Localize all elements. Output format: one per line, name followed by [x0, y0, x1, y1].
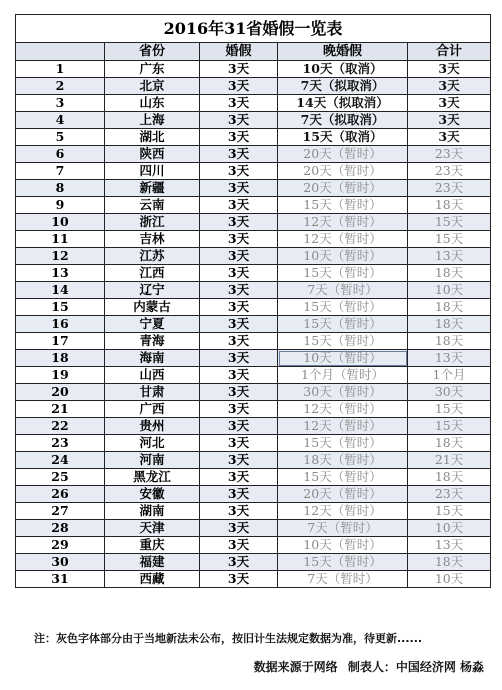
- row-index-cell[interactable]: 25: [16, 469, 105, 486]
- total-cell[interactable]: 10天: [408, 282, 491, 299]
- total-cell[interactable]: 18天: [408, 435, 491, 452]
- province-cell[interactable]: 山东: [105, 95, 200, 112]
- footnote: 注：灰色字体部分由于当地新法未公布，按旧计生法规定数据为准，待更新......: [34, 632, 423, 645]
- province-cell[interactable]: 辽宁: [105, 282, 200, 299]
- total-cell[interactable]: 18天: [408, 265, 491, 282]
- total-cell[interactable]: 13天: [408, 537, 491, 554]
- table-row: [16, 112, 491, 129]
- total-cell[interactable]: 23天: [408, 486, 491, 503]
- marriage-leave-cell[interactable]: 3天: [200, 486, 278, 503]
- marriage-leave-cell[interactable]: 3天: [200, 248, 278, 265]
- total-cell[interactable]: 15天: [408, 401, 491, 418]
- province-cell[interactable]: 河南: [105, 452, 200, 469]
- row-index-cell[interactable]: 10: [16, 214, 105, 231]
- province-cell[interactable]: 江西: [105, 265, 200, 282]
- late-marriage-leave-cell[interactable]: 15天（暂时）: [278, 333, 408, 350]
- marriage-leave-cell[interactable]: 3天: [200, 146, 278, 163]
- table-title[interactable]: 2016年31省婚假一览表: [16, 15, 491, 43]
- province-cell[interactable]: 西藏: [105, 571, 200, 588]
- total-cell[interactable]: 30天: [408, 384, 491, 401]
- province-cell[interactable]: 云南: [105, 197, 200, 214]
- row-index-cell[interactable]: 31: [16, 571, 105, 588]
- marriage-leave-cell[interactable]: 3天: [200, 78, 278, 95]
- marriage-leave-cell[interactable]: 3天: [200, 520, 278, 537]
- late-marriage-leave-cell[interactable]: 7天（暂时）: [278, 571, 408, 588]
- row-index-cell[interactable]: 16: [16, 316, 105, 333]
- table-body: [16, 61, 491, 588]
- row-index-cell[interactable]: 23: [16, 435, 105, 452]
- late-marriage-leave-cell[interactable]: 12天（暂时）: [278, 418, 408, 435]
- province-cell[interactable]: 重庆: [105, 537, 200, 554]
- row-index-cell[interactable]: 8: [16, 180, 105, 197]
- table-row: [16, 554, 491, 571]
- province-cell[interactable]: 青海: [105, 333, 200, 350]
- marriage-leave-cell[interactable]: 3天: [200, 231, 278, 248]
- late-marriage-leave-cell[interactable]: 10天（取消）: [278, 61, 408, 78]
- province-cell[interactable]: 甘肃: [105, 384, 200, 401]
- late-marriage-leave-cell[interactable]: 10天（暂时）: [278, 248, 408, 265]
- row-index-cell[interactable]: 20: [16, 384, 105, 401]
- row-index-cell[interactable]: 18: [16, 350, 105, 367]
- table-author: 制表人：中国经济网 杨淼: [347, 660, 484, 674]
- province-cell[interactable]: 广东: [105, 61, 200, 78]
- province-cell[interactable]: 上海: [105, 112, 200, 129]
- marriage-leave-cell[interactable]: 3天: [200, 316, 278, 333]
- table-row: [16, 163, 491, 180]
- province-cell[interactable]: 吉林: [105, 231, 200, 248]
- header-row: [16, 43, 491, 61]
- table-row: [16, 418, 491, 435]
- marriage-leave-cell[interactable]: 3天: [200, 384, 278, 401]
- late-marriage-leave-cell[interactable]: 10天（暂时）: [278, 350, 408, 367]
- table-row: [16, 571, 491, 588]
- marriage-leave-cell[interactable]: 3天: [200, 95, 278, 112]
- total-cell[interactable]: 3天: [408, 95, 491, 112]
- row-index-cell[interactable]: 12: [16, 248, 105, 265]
- marriage-leave-cell[interactable]: 3天: [200, 282, 278, 299]
- row-index-cell[interactable]: 3: [16, 95, 105, 112]
- late-marriage-leave-cell[interactable]: 18天（暂时）: [278, 452, 408, 469]
- table-row: [16, 197, 491, 214]
- marriage-leave-cell[interactable]: 3天: [200, 469, 278, 486]
- table-row: [16, 146, 491, 163]
- table-row: [16, 129, 491, 146]
- marriage-leave-cell[interactable]: 3天: [200, 61, 278, 78]
- marriage-leave-cell[interactable]: 3天: [200, 265, 278, 282]
- province-cell[interactable]: 贵州: [105, 418, 200, 435]
- province-cell[interactable]: 四川: [105, 163, 200, 180]
- total-cell[interactable]: 18天: [408, 316, 491, 333]
- province-cell[interactable]: 湖北: [105, 129, 200, 146]
- late-marriage-leave-cell[interactable]: 12天（暂时）: [278, 231, 408, 248]
- row-index-cell[interactable]: 2: [16, 78, 105, 95]
- marriage-leave-cell[interactable]: 3天: [200, 180, 278, 197]
- marriage-leave-cell[interactable]: 3天: [200, 435, 278, 452]
- late-marriage-leave-cell[interactable]: 15天（取消）: [278, 129, 408, 146]
- province-cell[interactable]: 黑龙江: [105, 469, 200, 486]
- data-source: 数据来源于网络: [253, 660, 338, 674]
- total-cell[interactable]: 21天: [408, 452, 491, 469]
- marriage-leave-cell[interactable]: 3天: [200, 112, 278, 129]
- row-index-cell[interactable]: 4: [16, 112, 105, 129]
- province-cell[interactable]: 福建: [105, 554, 200, 571]
- late-marriage-leave-cell[interactable]: 20天（暂时）: [278, 180, 408, 197]
- table-row: [16, 248, 491, 265]
- marriage-leave-cell[interactable]: 3天: [200, 367, 278, 384]
- late-marriage-leave-cell[interactable]: 1个月（暂时）: [278, 367, 408, 384]
- province-cell[interactable]: 宁夏: [105, 316, 200, 333]
- row-index-cell[interactable]: 28: [16, 520, 105, 537]
- row-index-cell[interactable]: 6: [16, 146, 105, 163]
- total-cell[interactable]: 3天: [408, 129, 491, 146]
- table-row: [16, 469, 491, 486]
- marriage-leave-cell[interactable]: 3天: [200, 401, 278, 418]
- total-cell[interactable]: 13天: [408, 248, 491, 265]
- marriage-leave-cell[interactable]: 3天: [200, 554, 278, 571]
- late-marriage-leave-cell[interactable]: 15天（暂时）: [278, 316, 408, 333]
- total-cell[interactable]: 23天: [408, 180, 491, 197]
- total-cell[interactable]: 18天: [408, 333, 491, 350]
- row-index-cell[interactable]: 26: [16, 486, 105, 503]
- table-row: [16, 231, 491, 248]
- table-row: [16, 350, 491, 367]
- late-marriage-leave-cell[interactable]: 12天（暂时）: [278, 503, 408, 520]
- total-cell[interactable]: 18天: [408, 299, 491, 316]
- marriage-leave-cell[interactable]: 3天: [200, 350, 278, 367]
- province-cell[interactable]: 安徽: [105, 486, 200, 503]
- total-cell[interactable]: 10天: [408, 520, 491, 537]
- total-cell[interactable]: 13天: [408, 350, 491, 367]
- row-index-cell[interactable]: 14: [16, 282, 105, 299]
- total-cell[interactable]: 3天: [408, 61, 491, 78]
- late-marriage-leave-cell[interactable]: 20天（暂时）: [278, 146, 408, 163]
- late-marriage-leave-cell[interactable]: 15天（暂时）: [278, 265, 408, 282]
- table-row: [16, 299, 491, 316]
- table-row: [16, 61, 491, 78]
- table-row: [16, 95, 491, 112]
- total-cell[interactable]: 3天: [408, 112, 491, 129]
- row-index-cell[interactable]: 27: [16, 503, 105, 520]
- total-cell[interactable]: 1个月: [408, 367, 491, 384]
- table-row: [16, 452, 491, 469]
- marriage-leave-cell[interactable]: 3天: [200, 163, 278, 180]
- late-marriage-leave-cell[interactable]: 15天（暂时）: [278, 554, 408, 571]
- province-cell[interactable]: 内蒙古: [105, 299, 200, 316]
- source-line: [248, 658, 484, 675]
- province-cell[interactable]: 浙江: [105, 214, 200, 231]
- late-marriage-leave-cell[interactable]: 15天（暂时）: [278, 197, 408, 214]
- table-row: [16, 486, 491, 503]
- province-cell[interactable]: 江苏: [105, 248, 200, 265]
- row-index-cell[interactable]: 30: [16, 554, 105, 571]
- marriage-leave-cell[interactable]: 3天: [200, 571, 278, 588]
- province-cell[interactable]: 山西: [105, 367, 200, 384]
- row-index-cell[interactable]: 9: [16, 197, 105, 214]
- province-cell[interactable]: 河北: [105, 435, 200, 452]
- total-cell[interactable]: 18天: [408, 197, 491, 214]
- province-cell[interactable]: 海南: [105, 350, 200, 367]
- table-row: [16, 78, 491, 95]
- total-cell[interactable]: 15天: [408, 214, 491, 231]
- marriage-leave-cell[interactable]: 3天: [200, 503, 278, 520]
- marriage-leave-cell[interactable]: 3天: [200, 299, 278, 316]
- province-cell[interactable]: 广西: [105, 401, 200, 418]
- late-marriage-leave-cell[interactable]: 7天（暂时）: [278, 520, 408, 537]
- row-index-cell[interactable]: 21: [16, 401, 105, 418]
- marriage-leave-table: [15, 14, 491, 588]
- header-index[interactable]: [16, 43, 105, 61]
- total-cell[interactable]: 15天: [408, 231, 491, 248]
- province-cell[interactable]: 湖南: [105, 503, 200, 520]
- late-marriage-leave-cell[interactable]: 15天（暂时）: [278, 469, 408, 486]
- row-index-cell[interactable]: 11: [16, 231, 105, 248]
- late-marriage-leave-cell[interactable]: 12天（暂时）: [278, 401, 408, 418]
- total-cell[interactable]: 10天: [408, 571, 491, 588]
- province-cell[interactable]: 天津: [105, 520, 200, 537]
- marriage-leave-cell[interactable]: 3天: [200, 129, 278, 146]
- table-row: [16, 435, 491, 452]
- row-index-cell[interactable]: 19: [16, 367, 105, 384]
- late-marriage-leave-cell[interactable]: 10天（暂时）: [278, 537, 408, 554]
- marriage-leave-cell[interactable]: 3天: [200, 452, 278, 469]
- total-cell[interactable]: 18天: [408, 469, 491, 486]
- table-row: [16, 503, 491, 520]
- table-row: [16, 537, 491, 554]
- late-marriage-leave-cell[interactable]: 20天（暂时）: [278, 163, 408, 180]
- province-cell[interactable]: 北京: [105, 78, 200, 95]
- late-marriage-leave-cell[interactable]: 7天（暂时）: [278, 282, 408, 299]
- header-marriage-leave[interactable]: 婚假: [200, 43, 278, 61]
- late-marriage-leave-cell[interactable]: 14天（拟取消）: [278, 95, 408, 112]
- total-cell[interactable]: 15天: [408, 503, 491, 520]
- table-row: [16, 282, 491, 299]
- row-index-cell[interactable]: 15: [16, 299, 105, 316]
- late-marriage-leave-cell[interactable]: 30天（暂时）: [278, 384, 408, 401]
- row-index-cell[interactable]: 29: [16, 537, 105, 554]
- total-cell[interactable]: 23天: [408, 146, 491, 163]
- late-marriage-leave-cell[interactable]: 12天（暂时）: [278, 214, 408, 231]
- late-marriage-leave-cell[interactable]: 20天（暂时）: [278, 486, 408, 503]
- marriage-leave-cell[interactable]: 3天: [200, 214, 278, 231]
- late-marriage-leave-cell[interactable]: 15天（暂时）: [278, 435, 408, 452]
- row-index-cell[interactable]: 22: [16, 418, 105, 435]
- row-index-cell[interactable]: 24: [16, 452, 105, 469]
- marriage-leave-table-sheet: [15, 14, 490, 588]
- header-province[interactable]: 省份: [105, 43, 200, 61]
- table-row: [16, 384, 491, 401]
- total-cell[interactable]: 18天: [408, 554, 491, 571]
- table-row: [16, 367, 491, 384]
- marriage-leave-cell[interactable]: 3天: [200, 333, 278, 350]
- table-row: [16, 265, 491, 282]
- marriage-leave-cell[interactable]: 3天: [200, 197, 278, 214]
- row-index-cell[interactable]: 5: [16, 129, 105, 146]
- table-row: [16, 333, 491, 350]
- total-cell[interactable]: 23天: [408, 163, 491, 180]
- header-total[interactable]: 合计: [408, 43, 491, 61]
- table-row: [16, 401, 491, 418]
- late-marriage-leave-cell[interactable]: 15天（暂时）: [278, 299, 408, 316]
- late-marriage-leave-cell[interactable]: 7天（拟取消）: [278, 112, 408, 129]
- total-cell[interactable]: 15天: [408, 418, 491, 435]
- late-marriage-leave-cell[interactable]: 7天（拟取消）: [278, 78, 408, 95]
- marriage-leave-cell[interactable]: 3天: [200, 418, 278, 435]
- row-index-cell[interactable]: 1: [16, 61, 105, 78]
- table-row: [16, 520, 491, 537]
- header-late-marriage-leave[interactable]: 晚婚假: [278, 43, 408, 61]
- total-cell[interactable]: 3天: [408, 78, 491, 95]
- table-row: [16, 180, 491, 197]
- row-index-cell[interactable]: 17: [16, 333, 105, 350]
- province-cell[interactable]: 新疆: [105, 180, 200, 197]
- province-cell[interactable]: 陕西: [105, 146, 200, 163]
- row-index-cell[interactable]: 13: [16, 265, 105, 282]
- table-row: [16, 214, 491, 231]
- row-index-cell[interactable]: 7: [16, 163, 105, 180]
- marriage-leave-cell[interactable]: 3天: [200, 537, 278, 554]
- table-row: [16, 316, 491, 333]
